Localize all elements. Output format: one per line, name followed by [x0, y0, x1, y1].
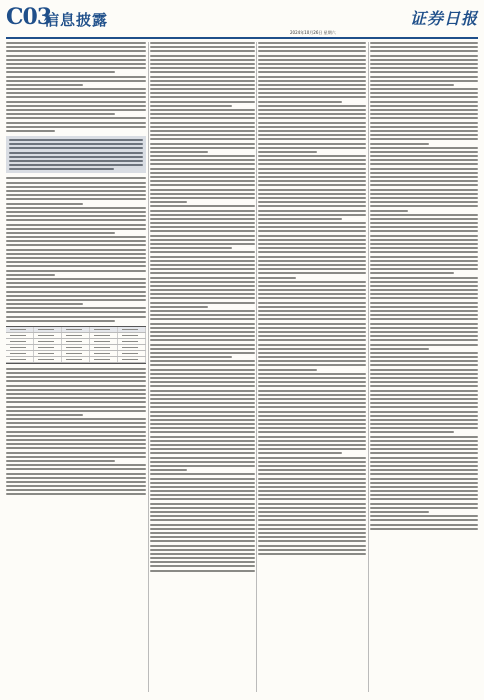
text-column-3: [258, 42, 366, 692]
section-code: C03: [6, 4, 52, 30]
text-column-4: [370, 42, 478, 692]
header-rule: [6, 37, 478, 39]
date-line: 2024年10月26日 星期六: [290, 30, 336, 35]
text-column-1: [6, 42, 146, 692]
page-header: [0, 0, 484, 40]
data-table: [6, 326, 146, 364]
column-divider: [256, 42, 257, 692]
column-divider: [148, 42, 149, 692]
column-divider: [368, 42, 369, 692]
notice-box: [6, 136, 146, 174]
newspaper-masthead: 证券日报: [409, 9, 478, 28]
text-column-2: [150, 42, 255, 692]
section-name: 信息披露: [44, 11, 109, 29]
